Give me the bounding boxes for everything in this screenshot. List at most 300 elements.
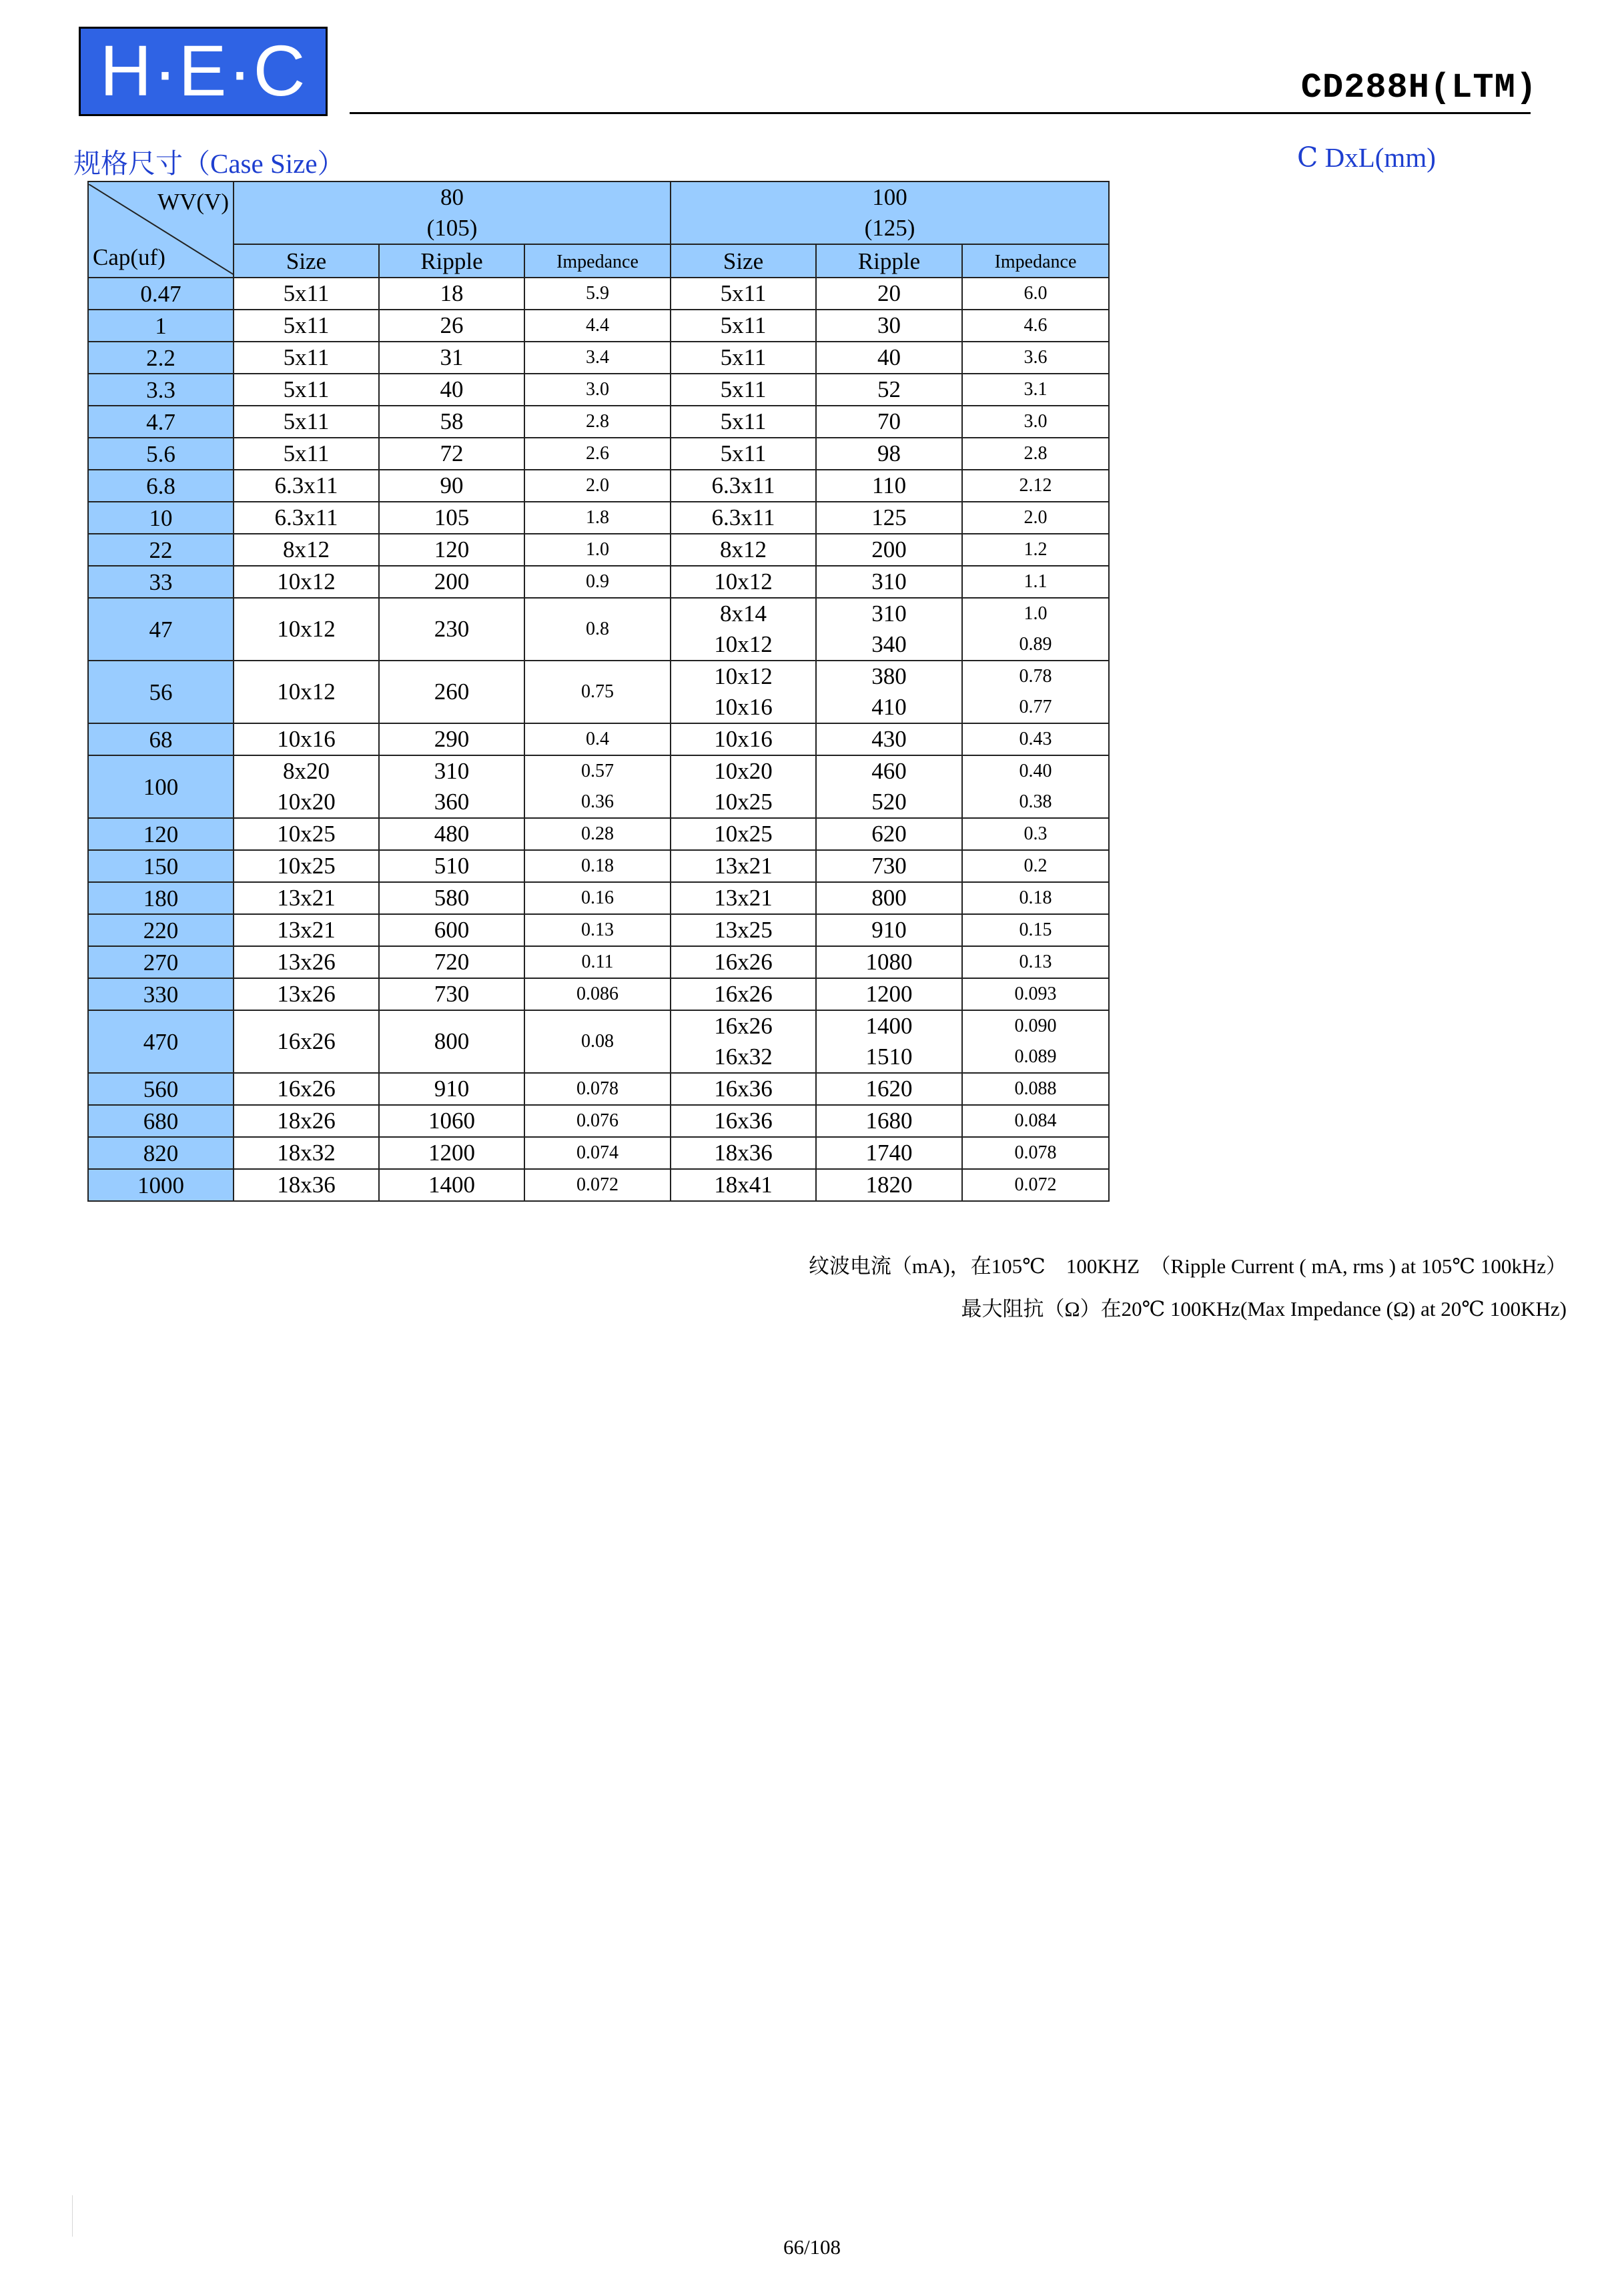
size-cell <box>234 438 379 470</box>
size-value: 13x21 <box>277 885 336 911</box>
impedance-value: 0.072 <box>1014 1174 1057 1195</box>
impedance-value: 0.18 <box>1019 887 1052 908</box>
ripple-value: 26 <box>440 312 464 338</box>
impedance-value: 0.08 <box>581 1031 614 1052</box>
ripple-value: 110 <box>871 472 907 498</box>
ripple-value: 1820 <box>865 1172 913 1198</box>
impedance-value: 0.18 <box>581 855 614 876</box>
impedance-value: 4.6 <box>1024 315 1048 336</box>
size-value: 5x11 <box>283 408 330 434</box>
ripple-value: 600 <box>434 917 470 943</box>
impedance-value: 2.8 <box>586 411 609 432</box>
table-row <box>88 1073 1109 1105</box>
size-cell <box>234 278 379 310</box>
impedance-cell <box>524 723 671 755</box>
size-value: 16x36 <box>714 1076 773 1102</box>
impedance-value: 4.4 <box>586 315 609 336</box>
size-value: 10x20 <box>714 758 773 784</box>
ripple-cell <box>816 310 962 342</box>
size-cell <box>671 566 816 598</box>
table-row <box>88 342 1109 374</box>
ripple-value: 1060 <box>428 1108 475 1134</box>
impedance-cell <box>524 1105 671 1137</box>
ripple-value: 310 <box>871 601 907 627</box>
size-cell <box>671 850 816 882</box>
impedance-value: 0.076 <box>576 1110 619 1131</box>
impedance-cell <box>962 1073 1109 1105</box>
impedance-value: 2.12 <box>1019 475 1052 496</box>
size-value: 18x36 <box>714 1140 773 1166</box>
impedance-cell <box>962 850 1109 882</box>
size-value: 10x16 <box>277 726 336 752</box>
ripple-value: 30 <box>877 312 901 338</box>
size-value: 13x21 <box>714 853 773 879</box>
ripple-value: 910 <box>434 1076 470 1102</box>
capacitance-cell: 330 <box>88 978 234 1010</box>
ripple-value: 18 <box>440 280 464 306</box>
size-cell <box>671 661 816 723</box>
capacitance-cell: 120 <box>88 818 234 850</box>
capacitance-cell: 10 <box>88 502 234 534</box>
impedance-value: 1.0 <box>586 539 609 560</box>
table-row <box>88 978 1109 1010</box>
ripple-cell <box>816 1073 962 1105</box>
ripple-value: 460 <box>871 758 907 784</box>
capacitance-cell: 680 <box>88 1105 234 1137</box>
ripple-cell <box>816 1010 962 1073</box>
ripple-cell <box>816 914 962 946</box>
margin-mark <box>72 2195 73 2237</box>
size-value: 13x21 <box>277 917 336 943</box>
impedance-value: 5.9 <box>586 283 609 304</box>
size-value: 13x26 <box>277 981 336 1007</box>
impedance-value: 0.089 <box>1014 1046 1057 1067</box>
impedance-value: 0.16 <box>581 887 614 908</box>
size-cell <box>671 1105 816 1137</box>
size-cell <box>234 723 379 755</box>
impedance-value: 0.15 <box>1019 919 1052 940</box>
page-number: 66/108 <box>783 2235 841 2259</box>
size-cell <box>234 1105 379 1137</box>
impedance-value: 3.4 <box>586 347 609 368</box>
impedance-value: 1.2 <box>1024 539 1048 560</box>
impedance-cell <box>962 1137 1109 1169</box>
capacitance-cell: 100 <box>88 755 234 818</box>
size-cell <box>234 566 379 598</box>
column-header-impedance-label: Impedance <box>994 252 1077 272</box>
impedance-value: 0.78 <box>1019 666 1052 687</box>
impedance-cell <box>524 914 671 946</box>
size-value: 16x36 <box>714 1108 773 1134</box>
ripple-value: 20 <box>877 280 901 306</box>
ripple-cell <box>379 850 524 882</box>
capacitance-cell: 33 <box>88 566 234 598</box>
dimension-unit-note: Ⅽ DxL(mm) <box>1297 142 1436 173</box>
impedance-value: 0.090 <box>1014 1016 1057 1036</box>
ripple-cell <box>379 1010 524 1073</box>
capacitance-cell: 560 <box>88 1073 234 1105</box>
impedance-value: 3.0 <box>586 379 609 400</box>
ripple-cell <box>816 278 962 310</box>
ripple-cell <box>816 661 962 723</box>
ripple-cell <box>816 723 962 755</box>
ripple-value: 430 <box>871 726 907 752</box>
size-cell <box>671 598 816 661</box>
capacitance-cell: 3.3 <box>88 374 234 406</box>
impedance-cell <box>524 1073 671 1105</box>
impedance-cell <box>524 342 671 374</box>
ripple-value: 520 <box>871 789 907 815</box>
capacitance-cell: 150 <box>88 850 234 882</box>
size-value: 6.3x11 <box>711 504 775 530</box>
ripple-value: 730 <box>434 981 470 1007</box>
size-value: 10x25 <box>277 821 336 847</box>
size-cell <box>234 342 379 374</box>
impedance-value: 0.078 <box>576 1078 619 1099</box>
impedance-value: 0.086 <box>576 984 619 1004</box>
capacitance-cell: 6.8 <box>88 470 234 502</box>
impedance-value: 0.11 <box>581 952 614 972</box>
impedance-value: 2.6 <box>586 443 609 464</box>
size-cell <box>671 534 816 566</box>
size-cell <box>234 406 379 438</box>
size-cell <box>671 1073 816 1105</box>
impedance-cell <box>524 755 671 818</box>
impedance-cell <box>962 470 1109 502</box>
ripple-cell <box>816 470 962 502</box>
ripple-cell <box>379 755 524 818</box>
ripple-value: 31 <box>440 344 464 370</box>
size-value: 10x16 <box>714 726 773 752</box>
impedance-value: 0.13 <box>1019 952 1052 972</box>
ripple-cell <box>816 534 962 566</box>
size-cell <box>671 914 816 946</box>
table-row <box>88 914 1109 946</box>
size-value: 10x12 <box>714 631 773 657</box>
column-header-impedance <box>524 244 671 278</box>
ripple-cell <box>816 850 962 882</box>
ripple-value: 310 <box>871 569 907 595</box>
impedance-cell <box>962 406 1109 438</box>
size-cell <box>234 1073 379 1105</box>
impedance-cell <box>962 914 1109 946</box>
size-cell <box>671 470 816 502</box>
size-cell <box>671 818 816 850</box>
impedance-cell <box>524 566 671 598</box>
size-value: 5x11 <box>720 312 767 338</box>
hec-logo: H·E·C <box>79 27 328 116</box>
ripple-value: 620 <box>871 821 907 847</box>
column-header-size: Size <box>234 244 379 278</box>
size-cell <box>671 502 816 534</box>
impedance-value: 0.36 <box>581 791 614 812</box>
size-value: 5x11 <box>283 376 330 402</box>
case-size-table <box>87 181 1110 1202</box>
capacitance-cell: 220 <box>88 914 234 946</box>
table-row <box>88 470 1109 502</box>
ripple-cell <box>816 1169 962 1201</box>
impedance-value: 3.0 <box>1024 411 1048 432</box>
capacitance-cell: 47 <box>88 598 234 661</box>
ripple-value: 580 <box>434 885 470 911</box>
impedance-cell <box>962 502 1109 534</box>
ripple-cell <box>816 978 962 1010</box>
ripple-value: 720 <box>434 949 470 975</box>
size-value: 10x25 <box>277 853 336 879</box>
table-row <box>88 850 1109 882</box>
size-value: 16x26 <box>714 981 773 1007</box>
impedance-value: 0.072 <box>576 1174 619 1195</box>
size-cell <box>234 946 379 978</box>
ripple-value: 800 <box>871 885 907 911</box>
ripple-value: 105 <box>434 504 470 530</box>
impedance-cell <box>524 278 671 310</box>
size-value: 10x12 <box>714 569 773 595</box>
ripple-cell <box>379 946 524 978</box>
size-cell <box>671 342 816 374</box>
impedance-cell <box>524 374 671 406</box>
ripple-cell <box>816 755 962 818</box>
size-cell <box>671 1169 816 1201</box>
group-voltage: 100 <box>872 184 907 210</box>
capacitance-cell: 22 <box>88 534 234 566</box>
ripple-value: 72 <box>440 440 464 466</box>
impedance-value: 0.8 <box>586 619 609 639</box>
size-cell <box>234 978 379 1010</box>
header-divider <box>350 112 1531 114</box>
ripple-value: 52 <box>877 376 901 402</box>
impedance-cell <box>962 1169 1109 1201</box>
size-cell <box>671 1010 816 1073</box>
group-voltage: 80 <box>440 184 464 210</box>
capacitance-cell: 2.2 <box>88 342 234 374</box>
section-title: 规格尺寸（Case Size） <box>73 148 345 179</box>
impedance-value: 0.43 <box>1019 729 1052 749</box>
size-value: 18x26 <box>277 1108 336 1134</box>
column-header-ripple: Ripple <box>379 244 524 278</box>
column-header-impedance <box>962 244 1109 278</box>
impedance-cell <box>962 661 1109 723</box>
ripple-value: 58 <box>440 408 464 434</box>
impedance-cell <box>962 978 1109 1010</box>
ripple-value: 90 <box>440 472 464 498</box>
size-value: 8x14 <box>720 601 767 627</box>
table-row <box>88 1169 1109 1201</box>
ripple-value: 360 <box>434 789 470 815</box>
table-row <box>88 406 1109 438</box>
ripple-cell <box>379 598 524 661</box>
size-cell <box>671 1137 816 1169</box>
ripple-cell <box>379 438 524 470</box>
ripple-value: 98 <box>877 440 901 466</box>
ripple-value: 1200 <box>428 1140 475 1166</box>
impedance-value: 3.1 <box>1024 379 1048 400</box>
document-code: CD288H(LTM) <box>1300 68 1537 107</box>
ripple-cell <box>816 598 962 661</box>
ripple-cell <box>379 534 524 566</box>
ripple-value: 70 <box>877 408 901 434</box>
size-value: 16x26 <box>277 1028 336 1054</box>
max-impedance-note: 最大阻抗（Ω）在20℃ 100KHz(Max Impedance (Ω) at 20℃ 100KHz) <box>961 1297 1567 1320</box>
ripple-cell <box>379 978 524 1010</box>
table-row <box>88 946 1109 978</box>
ripple-cell <box>379 502 524 534</box>
size-cell <box>234 1137 379 1169</box>
ripple-cell <box>379 818 524 850</box>
impedance-value: 0.77 <box>1019 697 1052 717</box>
capacitance-cell: 820 <box>88 1137 234 1169</box>
impedance-cell <box>524 470 671 502</box>
impedance-value: 0.38 <box>1019 791 1052 812</box>
size-cell <box>671 946 816 978</box>
size-cell <box>234 850 379 882</box>
ripple-value: 1400 <box>865 1013 913 1039</box>
table-row <box>88 374 1109 406</box>
ripple-value: 1200 <box>865 981 913 1007</box>
size-value: 13x26 <box>277 949 336 975</box>
column-header-size: Size <box>671 244 816 278</box>
ripple-value: 290 <box>434 726 470 752</box>
size-value: 8x12 <box>283 536 330 562</box>
size-cell <box>234 818 379 850</box>
size-value: 5x11 <box>283 312 330 338</box>
impedance-cell <box>962 818 1109 850</box>
impedance-value: 0.13 <box>581 919 614 940</box>
ripple-cell <box>379 278 524 310</box>
size-value: 6.3x11 <box>274 472 338 498</box>
ripple-value: 40 <box>877 344 901 370</box>
impedance-value: 2.0 <box>1024 507 1048 528</box>
impedance-value: 1.8 <box>586 507 609 528</box>
ripple-cell <box>379 1169 524 1201</box>
size-value: 10x12 <box>277 616 336 642</box>
corner-label-wv: WV(V) <box>157 189 229 215</box>
size-cell <box>671 755 816 818</box>
capacitance-cell: 180 <box>88 882 234 914</box>
ripple-cell <box>379 661 524 723</box>
ripple-cell <box>816 1137 962 1169</box>
corner-label-cap: Cap(uf) <box>93 244 165 270</box>
table-row <box>88 882 1109 914</box>
ripple-value: 230 <box>434 616 470 642</box>
size-cell <box>234 310 379 342</box>
case-size-table-body <box>88 181 1109 1201</box>
ripple-value: 380 <box>871 663 907 689</box>
size-value: 5x11 <box>720 408 767 434</box>
ripple-value: 260 <box>434 679 470 705</box>
ripple-value: 1080 <box>865 949 913 975</box>
ripple-cell <box>816 946 962 978</box>
impedance-cell <box>962 310 1109 342</box>
ripple-value: 910 <box>871 917 907 943</box>
table-row <box>88 755 1109 818</box>
size-cell <box>234 1010 379 1073</box>
ripple-value: 480 <box>434 821 470 847</box>
header-row-columns <box>88 244 1109 278</box>
table-row <box>88 1010 1109 1073</box>
impedance-cell <box>524 502 671 534</box>
ripple-cell <box>379 1105 524 1137</box>
table-row <box>88 310 1109 342</box>
impedance-cell <box>524 1169 671 1201</box>
ripple-value: 1680 <box>865 1108 913 1134</box>
impedance-cell <box>524 978 671 1010</box>
size-value: 5x11 <box>720 376 767 402</box>
ripple-cell <box>379 1137 524 1169</box>
impedance-cell <box>524 818 671 850</box>
table-row <box>88 566 1109 598</box>
size-value: 13x21 <box>714 885 773 911</box>
ripple-value: 1620 <box>865 1076 913 1102</box>
size-value: 18x32 <box>277 1140 336 1166</box>
capacitance-cell: 1000 <box>88 1169 234 1201</box>
ripple-value: 1510 <box>865 1044 913 1070</box>
capacitance-cell: 0.47 <box>88 278 234 310</box>
impedance-value: 0.093 <box>1014 984 1057 1004</box>
impedance-cell <box>962 534 1109 566</box>
impedance-value: 0.2 <box>1024 855 1048 876</box>
size-value: 16x26 <box>714 949 773 975</box>
ripple-value: 1740 <box>865 1140 913 1166</box>
impedance-value: 0.084 <box>1014 1110 1057 1131</box>
impedance-cell <box>524 406 671 438</box>
impedance-cell <box>524 1137 671 1169</box>
size-value: 5x11 <box>283 344 330 370</box>
column-header-ripple: Ripple <box>816 244 962 278</box>
size-value: 16x32 <box>714 1044 773 1070</box>
impedance-value: 0.4 <box>586 729 609 749</box>
impedance-cell <box>524 661 671 723</box>
ripple-cell <box>816 566 962 598</box>
size-cell <box>671 278 816 310</box>
ripple-cell <box>816 882 962 914</box>
ripple-cell <box>379 1073 524 1105</box>
size-value: 6.3x11 <box>274 504 338 530</box>
size-value: 18x41 <box>714 1172 773 1198</box>
size-cell <box>671 374 816 406</box>
impedance-cell <box>962 438 1109 470</box>
size-cell <box>234 470 379 502</box>
impedance-cell <box>524 850 671 882</box>
group-temperature: (125) <box>864 215 915 241</box>
impedance-value: 0.28 <box>581 823 614 844</box>
ripple-value: 40 <box>440 376 464 402</box>
ripple-value: 310 <box>434 758 470 784</box>
impedance-value: 6.0 <box>1024 283 1048 304</box>
impedance-cell <box>524 1010 671 1073</box>
impedance-cell <box>962 1105 1109 1137</box>
impedance-value: 3.6 <box>1024 347 1048 368</box>
size-value: 5x11 <box>720 280 767 306</box>
capacitance-cell: 1 <box>88 310 234 342</box>
impedance-value: 2.0 <box>586 475 609 496</box>
size-cell <box>234 1169 379 1201</box>
table-row <box>88 438 1109 470</box>
size-cell <box>234 661 379 723</box>
impedance-value: 0.75 <box>581 681 614 702</box>
size-value: 10x25 <box>714 789 773 815</box>
ripple-value: 410 <box>871 694 907 720</box>
size-value: 10x12 <box>714 663 773 689</box>
impedance-cell <box>524 946 671 978</box>
table-row <box>88 1137 1109 1169</box>
ripple-cell <box>816 438 962 470</box>
impedance-cell <box>524 598 671 661</box>
impedance-value: 0.57 <box>581 761 614 781</box>
size-value: 10x16 <box>714 694 773 720</box>
ripple-cell <box>379 914 524 946</box>
ripple-cell <box>379 882 524 914</box>
